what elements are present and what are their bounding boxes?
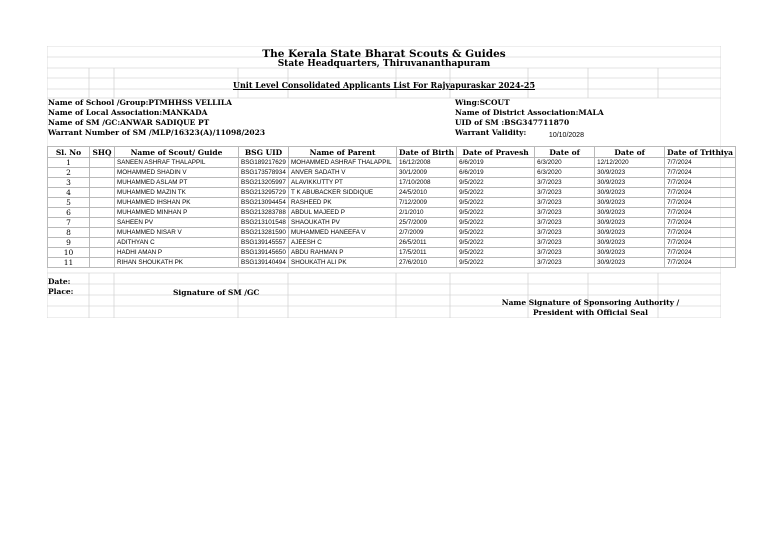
warrant-validity-value: 10/10/2028 <box>548 132 584 139</box>
col-pravesh: Date of Pravesh <box>457 147 535 158</box>
cell-dob: 30/1/2009 <box>397 168 457 178</box>
cell-pravesh-date: 6/6/2019 <box>457 158 535 168</box>
cell-date-of-a: 3/7/2023 <box>535 238 595 248</box>
cell-pravesh-date: 6/6/2019 <box>457 168 535 178</box>
cell-sl-no: 2 <box>48 168 90 178</box>
cell-pravesh-date: 9/5/2022 <box>457 208 535 218</box>
cell-pravesh-date: 9/5/2022 <box>457 178 535 188</box>
cell-shq <box>90 208 115 218</box>
col-name: Name of Scout/ Guide <box>115 147 239 158</box>
cell-scout-name: ADITHYAN C <box>115 238 239 248</box>
district-association: Name of District Association:MALA <box>455 108 604 117</box>
cell-parent-name: ALAVIKKUTTY PT <box>289 178 397 188</box>
cell-trithiya-date: 7/7/2024 <box>665 158 736 168</box>
col-bsg-uid: BSG UID <box>239 147 289 158</box>
cell-date-of-b: 30/9/2023 <box>595 188 665 198</box>
local-association: Name of Local Association:MANKADA <box>48 108 208 117</box>
cell-date-of-b: 30/9/2023 <box>595 178 665 188</box>
wing: Wing:SCOUT <box>455 98 510 107</box>
cell-date-of-a: 3/7/2023 <box>535 258 595 268</box>
cell-parent-name: MUHAMMED HANEEFA V <box>289 228 397 238</box>
cell-date-of-a: 3/7/2023 <box>535 218 595 228</box>
cell-date-of-a: 3/7/2023 <box>535 228 595 238</box>
cell-dob: 17/5/2011 <box>397 248 457 258</box>
table-row <box>48 208 736 218</box>
table-row <box>48 198 736 208</box>
cell-dob: 24/5/2010 <box>397 188 457 198</box>
table-row <box>48 248 736 258</box>
right-info-block <box>455 98 604 139</box>
cell-bsg-uid: BSG213101548 <box>239 218 289 228</box>
cell-trithiya-date: 7/7/2024 <box>665 198 736 208</box>
cell-dob: 27/6/2010 <box>397 258 457 268</box>
cell-bsg-uid: BSG213283788 <box>239 208 289 218</box>
warrant-validity-label: Warrant Validity: <box>455 128 527 137</box>
cell-scout-name: MUHAMMED IHSHAN PK <box>115 198 239 208</box>
list-title: Unit Level Consolidated Applicants List For Rajyapuraskar 2024-25 <box>232 80 536 90</box>
cell-parent-name: ABDUL MAJEED P <box>289 208 397 218</box>
cell-scout-name: MUHAMMED MAZIN TK <box>115 188 239 198</box>
cell-parent-name: ABDU RAHMAN P <box>289 248 397 258</box>
table-row <box>48 228 736 238</box>
table-row <box>48 258 736 268</box>
cell-shq <box>90 238 115 248</box>
warrant-number: Warrant Number of SM /MLP/16323(A)/11098/2023 <box>48 128 266 137</box>
col-sl-no: Sl. No <box>48 147 90 158</box>
sm-name: Name of SM /GC:ANWAR SADIQUE PT <box>48 118 210 127</box>
cell-trithiya-date: 7/7/2024 <box>665 208 736 218</box>
cell-date-of-b: 30/9/2023 <box>595 258 665 268</box>
sm-uid: UID of SM :BSG347711870 <box>455 118 570 127</box>
cell-date-of-a: 3/7/2023 <box>535 208 595 218</box>
cell-pravesh-date: 9/5/2022 <box>457 218 535 228</box>
cell-date-of-a: 3/7/2023 <box>535 248 595 258</box>
col-dob: Date of Birth <box>397 147 457 158</box>
cell-shq <box>90 228 115 238</box>
cell-date-of-b: 12/12/2020 <box>595 158 665 168</box>
cell-date-of-b: 30/9/2023 <box>595 168 665 178</box>
cell-pravesh-date: 9/5/2022 <box>457 198 535 208</box>
cell-sl-no: 10 <box>48 248 90 258</box>
org-title: The Kerala State Bharat Scouts & Guides <box>262 48 506 60</box>
cell-date-of-a: 6/3/2020 <box>535 168 595 178</box>
cell-pravesh-date: 9/5/2022 <box>457 188 535 198</box>
col-shq: SHQ <box>90 147 115 158</box>
authority-signature-line1: Name Signature of Sponsoring Authority / <box>501 298 680 307</box>
cell-scout-name: MUHAMMED MINHAN P <box>115 208 239 218</box>
cell-shq <box>90 198 115 208</box>
cell-sl-no: 6 <box>48 208 90 218</box>
cell-bsg-uid: BSG213205997 <box>239 178 289 188</box>
col-date-of-a: Date of <box>535 147 595 158</box>
cell-shq <box>90 168 115 178</box>
col-parent: Name of Parent <box>289 147 397 158</box>
cell-sl-no: 8 <box>48 228 90 238</box>
cell-date-of-b: 30/9/2023 <box>595 208 665 218</box>
cell-bsg-uid: BSG213281590 <box>239 228 289 238</box>
cell-trithiya-date: 7/7/2024 <box>665 248 736 258</box>
cell-trithiya-date: 7/7/2024 <box>665 228 736 238</box>
cell-dob: 2/1/2010 <box>397 208 457 218</box>
table-header-row <box>48 147 736 158</box>
cell-shq <box>90 158 115 168</box>
cell-date-of-a: 3/7/2023 <box>535 178 595 188</box>
cell-date-of-b: 30/9/2023 <box>595 248 665 258</box>
cell-dob: 7/12/2009 <box>397 198 457 208</box>
school-group: Name of School /Group:PTMHHSS VELLILA <box>48 98 232 107</box>
cell-scout-name: SANEEN ASHRAF THALAPPIL <box>115 158 239 168</box>
cell-scout-name: HADHI AMAN P <box>115 248 239 258</box>
warrant-validity <box>455 128 604 139</box>
cell-shq <box>90 258 115 268</box>
cell-trithiya-date: 7/7/2024 <box>665 258 736 268</box>
sm-signature-label: Signature of SM /GC <box>173 288 260 297</box>
cell-parent-name: SHAOUKATH PV <box>289 218 397 228</box>
cell-shq <box>90 218 115 228</box>
cell-parent-name: RASHEED PK <box>289 198 397 208</box>
cell-date-of-b: 30/9/2023 <box>595 198 665 208</box>
table-row <box>48 238 736 248</box>
table-row <box>48 178 736 188</box>
cell-bsg-uid: BSG139145557 <box>239 238 289 248</box>
authority-signature-line2: President with Official Seal <box>533 308 648 317</box>
cell-pravesh-date: 9/5/2022 <box>457 228 535 238</box>
cell-dob: 26/5/2011 <box>397 238 457 248</box>
left-info-block <box>48 98 265 138</box>
cell-trithiya-date: 7/7/2024 <box>665 238 736 248</box>
table-row <box>48 168 736 178</box>
cell-sl-no: 1 <box>48 158 90 168</box>
cell-pravesh-date: 9/5/2022 <box>457 248 535 258</box>
cell-scout-name: MOHAMMED SHADIN V <box>115 168 239 178</box>
cell-pravesh-date: 9/5/2022 <box>457 238 535 248</box>
cell-bsg-uid: BSG139145650 <box>239 248 289 258</box>
cell-shq <box>90 178 115 188</box>
cell-bsg-uid: BSG213094454 <box>239 198 289 208</box>
cell-scout-name: MUHAMMED ASLAM PT <box>115 178 239 188</box>
table-row <box>48 218 736 228</box>
cell-date-of-a: 6/3/2020 <box>535 158 595 168</box>
cell-trithiya-date: 7/7/2024 <box>665 188 736 198</box>
cell-dob: 16/12/2008 <box>397 158 457 168</box>
col-trithiya: Date of Trithiya <box>665 147 736 158</box>
cell-bsg-uid: BSG173578934 <box>239 168 289 178</box>
cell-sl-no: 9 <box>48 238 90 248</box>
cell-sl-no: 5 <box>48 198 90 208</box>
date-label: Date: <box>48 277 71 286</box>
table-row <box>48 158 736 168</box>
cell-dob: 2/7/2009 <box>397 228 457 238</box>
cell-scout-name: SAHEEN PV <box>115 218 239 228</box>
cell-dob: 17/10/2008 <box>397 178 457 188</box>
cell-date-of-a: 3/7/2023 <box>535 188 595 198</box>
place-label: Place: <box>48 287 74 296</box>
cell-sl-no: 4 <box>48 188 90 198</box>
cell-shq <box>90 248 115 258</box>
cell-sl-no: 11 <box>48 258 90 268</box>
cell-bsg-uid: BSG139140494 <box>239 258 289 268</box>
cell-bsg-uid: BSG213295729 <box>239 188 289 198</box>
cell-date-of-b: 30/9/2023 <box>595 228 665 238</box>
cell-parent-name: MOHAMMED ASHRAF THALAPPIL <box>289 158 397 168</box>
cell-date-of-b: 30/9/2023 <box>595 218 665 228</box>
table-row <box>48 188 736 198</box>
cell-trithiya-date: 7/7/2024 <box>665 218 736 228</box>
cell-sl-no: 7 <box>48 218 90 228</box>
cell-sl-no: 3 <box>48 178 90 188</box>
cell-date-of-a: 3/7/2023 <box>535 198 595 208</box>
cell-scout-name: RIHAN SHOUKATH PK <box>115 258 239 268</box>
cell-bsg-uid: BSG189217629 <box>239 158 289 168</box>
applicants-table <box>47 146 736 268</box>
cell-trithiya-date: 7/7/2024 <box>665 178 736 188</box>
cell-scout-name: MUHAMMED NISAR V <box>115 228 239 238</box>
cell-date-of-b: 30/9/2023 <box>595 238 665 248</box>
col-date-of-b: Date of <box>595 147 665 158</box>
cell-shq <box>90 188 115 198</box>
cell-trithiya-date: 7/7/2024 <box>665 168 736 178</box>
cell-parent-name: ANVER SADATH V <box>289 168 397 178</box>
cell-dob: 25/7/2009 <box>397 218 457 228</box>
cell-parent-name: SHOUKATH ALI PK <box>289 258 397 268</box>
cell-parent-name: AJEESH C <box>289 238 397 248</box>
hq-title: State Headquarters, Thiruvananthapuram <box>277 59 491 69</box>
cell-parent-name: T K ABUBACKER SIDDIQUE <box>289 188 397 198</box>
cell-pravesh-date: 9/5/2022 <box>457 258 535 268</box>
